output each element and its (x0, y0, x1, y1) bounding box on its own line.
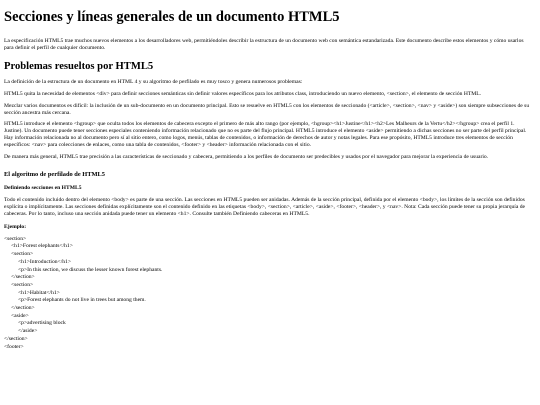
intro-paragraph: La especificación HTML5 trae muchos nuevos elementos a los desarrolladores web, permitiéndoles describir la estructura de un documento web con semántica estandarizada. Este documento describe estos elementos y cómo usarlos para definir el perfil de cualquier documento. (4, 38, 524, 51)
code-line: <p>advertising block (18, 320, 66, 327)
code-line: <section> (11, 251, 34, 258)
code-line: <p>In this section, we discuss the lesser known forest elephants. (18, 266, 163, 273)
paragraph: HTML5 introduce el elemento <hgroup> que oculta todos los elementos de cabecera excepto el primero de más alto rango (por ejemplo, <hgroup><h1>Justine</h1><h2>Les Malheurs de la Vertu</h2></hgroup> crea el perfil 1. Justine). Un documento puede tener secciones especiales conteniendo información relacionado que no es parte del flujo principal. HTML5 introduce el elemento <aside> permitiendo a dichas secciones no ser parte del perfil principal. Hay información relacionada no al documento pero sí al sitio entero, como logos, menús, tablas de contenidos, o información de derechos de autor y notas legales. Para ese propósito, HTML5 introduce tres elementos de sección específicos: <nav> para colecciones de enlaces, como una tabla de contenidos, <footer> y <header> información relacionada con el sitio. (4, 121, 527, 149)
code-line: <h1>Forest elephants</h1> (11, 243, 73, 250)
code-line: <section> (4, 235, 27, 242)
code-line: </section> (11, 274, 35, 281)
subsection-heading: Definiendo secciones en HTML5 (4, 184, 82, 191)
code-line: <aside> (11, 312, 29, 319)
example-label: Ejemplo: (4, 223, 27, 230)
paragraph: HTML5 quita la necesidad de elementos <div> para definir secciones semánticas sin definir valores específicos para los atributos class, introduciendo un nuevo elemento, <section>, el elemento de sección HTML. (4, 90, 482, 97)
code-line: <h1>Introduction</h1> (18, 258, 72, 265)
paragraph: Todo el contenido incluido dentro del elemento <body> es parte de una sección. Las secciones en HTML5 pueden ser anidadas. Además de la sección principal, definida por el elemento <body>, los límites de la sección son definidos explícita o implícitamente. Las secciones definidas explícitamente son el contenido definido en las etiquetas <body>, <section>, <article>, <aside>, <footer>, <header>, y <nav>. Nota: Cada sección puede tener su propia jerarquía de cabeceras. Por lo tanto, incluso una sección anidada puede tener un elemento <h1>. Consulte también Definiendo cabeceras en HTML5. (4, 196, 526, 217)
code-line: <p>Forest elephants do not live in trees but among them. (18, 297, 146, 304)
code-example (4, 236, 534, 352)
section-heading-algorithm: El algoritmo de perfilado de HTML5 (4, 170, 106, 178)
code-line: <section> (11, 281, 34, 288)
paragraph: De manera más general, HTML5 trae precisión a las características de seccionado y cabecera, permitiendo a los perfiles de documento ser predecibles y usados por el navegador para mejorar la experiencia de usuario. (4, 154, 489, 161)
code-line: <footer> (4, 343, 24, 350)
paragraph: La definición de la estructura de un documento en HTML 4 y su algoritmo de perfilado es muy tosco y genera numerosos problemas: (4, 78, 303, 85)
code-line: </section> (4, 335, 28, 342)
section-heading-problems: Problemas resueltos por HTML5 (4, 60, 154, 72)
page-title: Secciones y líneas generales de un documento HTML5 (4, 9, 340, 25)
code-line: </aside> (18, 328, 38, 335)
paragraph: Mezclar varios documentos es difícil: la inclusión de un sub-documento en un documento principal. Esto se resuelve en HTML5 con los elementos de seccionado (<article>, <section>, <nav> y <aside>) son siempre subsecciones de su sección ancestra más cercana. (4, 102, 530, 116)
code-line: </section> (11, 305, 35, 312)
code-line: <h1>Habitat</h1> (18, 289, 60, 296)
